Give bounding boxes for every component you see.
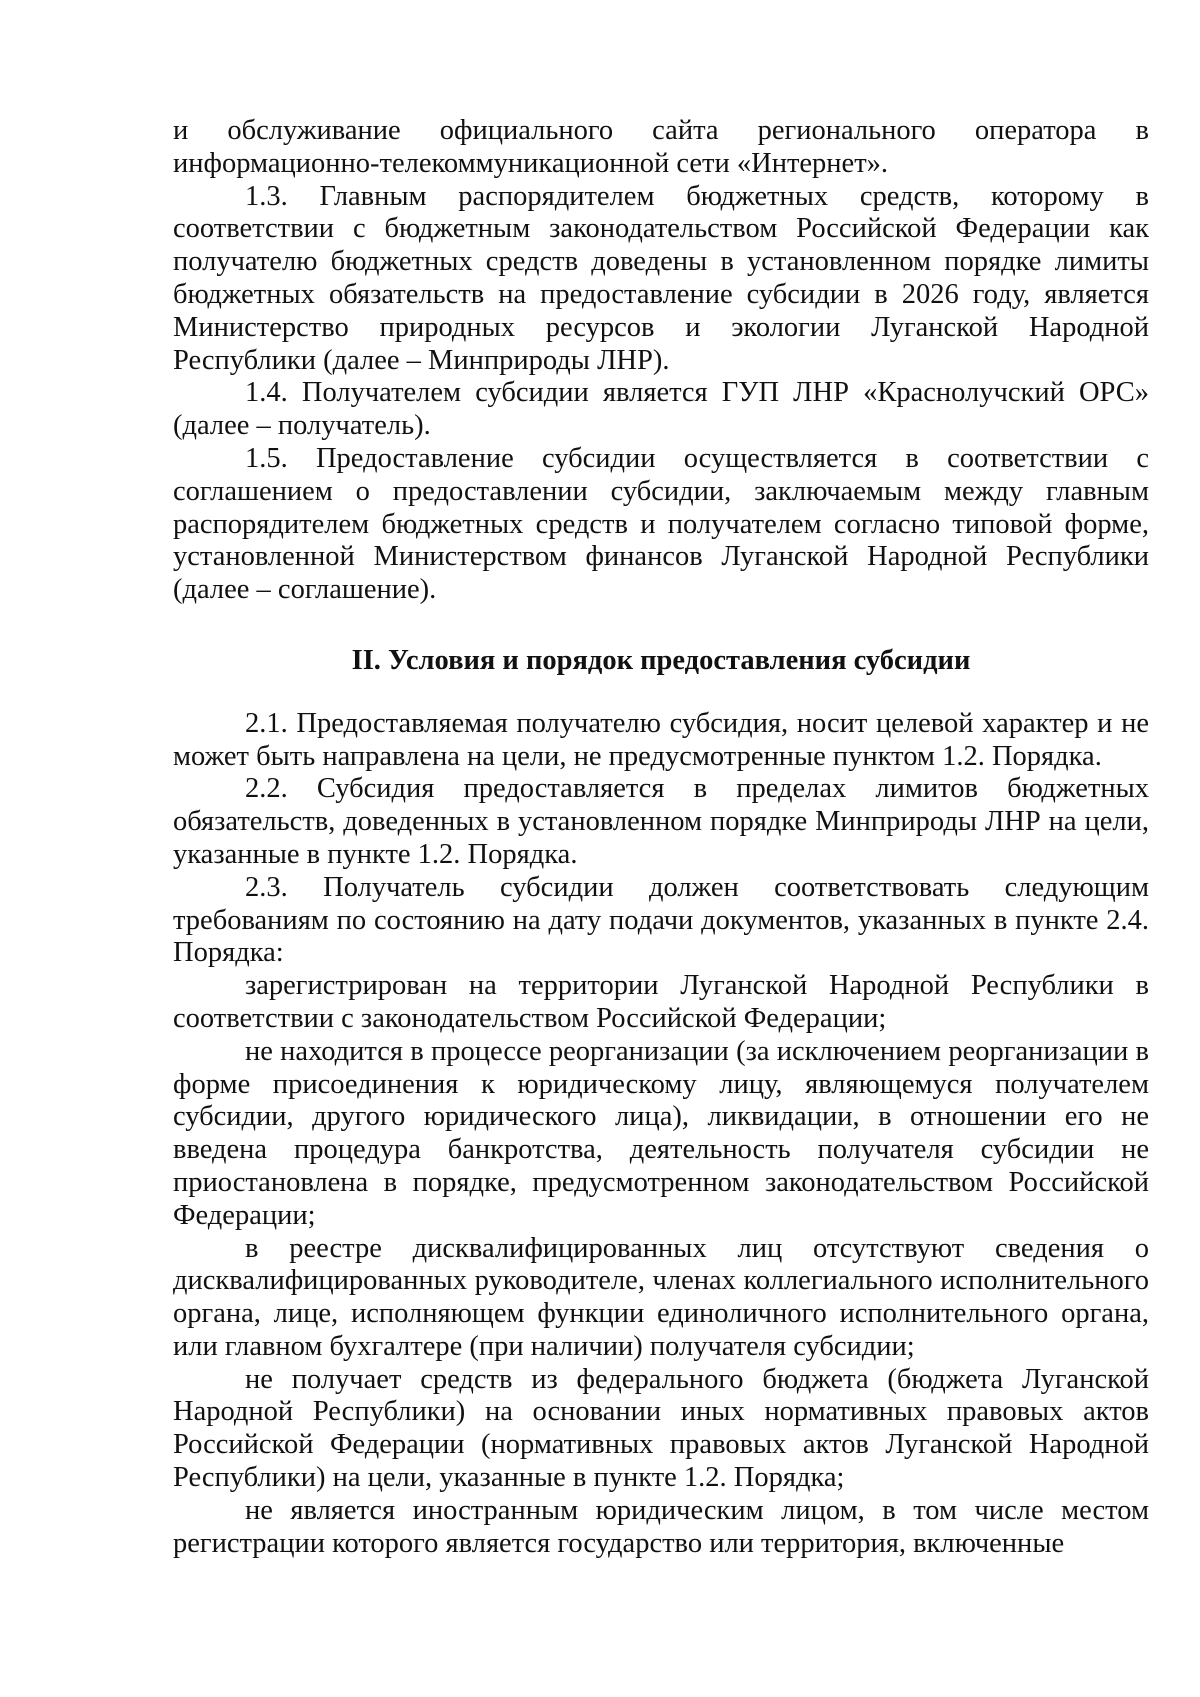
document-body [173, 115, 1149, 1560]
paragraph-1-4: 1.4. Получателем субсидии является ГУП ЛНР «Краснолучский ОРС» (далее – получатель). [173, 377, 1149, 442]
paragraph-2-2: 2.2. Субсидия предоставляется в пределах лимитов бюджетных обязательств, доведенных в установленном порядке Минприроды ЛНР на цели, указанные в пункте 1.2. Порядка. [173, 773, 1149, 870]
requirement-not-foreign: не является иностранным юридическим лицом, в том числе местом регистрации которого является государство или территория, включенные [173, 1494, 1149, 1559]
paragraph-2-1: 2.1. Предоставляемая получателю субсидия, носит целевой характер и не может быть направлена на цели, не предусмотренные пунктом 1.2. Порядка. [173, 707, 1149, 772]
paragraph-1-3: 1.3. Главным распорядителем бюджетных средств, которому в соответствии с бюджетным законодательством Российской Федерации как получателю бюджетных средств доведены в установленном порядке лимиты бюджетных обязательств на предоставление субсидии в 2026 году, является Министерство природных ресурсов и экологии Луганской Народной Республики (далее – Минприроды ЛНР). [173, 180, 1149, 376]
requirement-no-federal-funds: не получает средств из федерального бюджета (бюджета Луганской Народной Республики) на основании иных нормативных правовых актов Российской Федерации (нормативных правовых актов Луганской Народной Республики) на цели, указанные в пункте 1.2. Порядка; [173, 1363, 1149, 1494]
paragraph-2-3: 2.3. Получатель субсидии должен соответствовать следующим требованиям по состоянию на дату подачи документов, указанных в пункте 2.4. Порядка: [173, 871, 1149, 969]
requirement-no-reorganization: не находится в процессе реорганизации (за исключением реорганизации в форме присоединения к юридическому лицу, являющемуся получателем субсидии, другого юридического лица), ликвидации, в отношении его не введена процедура банкротства, деятельность получателя субсидии не приостановлена в порядке, предусмотренном законодательством Российской Федерации; [173, 1035, 1149, 1231]
requirement-no-disqualified: в реестре дисквалифицированных лиц отсутствуют сведения о дисквалифицированных руководителе, членах коллегиального исполнительного органа, лице, исполняющем функции единоличного исполнительного органа, или главном бухгалтере (при наличии) получателя субсидии; [173, 1232, 1149, 1362]
paragraph-continuation: и обслуживание официального сайта регионального оператора в информационно-телекоммуникационной сети «Интернет». [173, 115, 1149, 179]
paragraph-1-5: 1.5. Предоставление субсидии осуществляется в соответствии с соглашением о предоставлении субсидии, заключаемым между главным распорядителем бюджетных средств и получателем согласно типовой форме, установленной Министерством финансов Луганской Народной Республики (далее – соглашение). [173, 442, 1149, 606]
requirement-registered: зарегистрирован на территории Луганской Народной Республики в соответствии с законодательством Российской Федерации; [173, 970, 1149, 1034]
section-heading: II. Условия и порядок предоставления субсидии [351, 644, 971, 676]
